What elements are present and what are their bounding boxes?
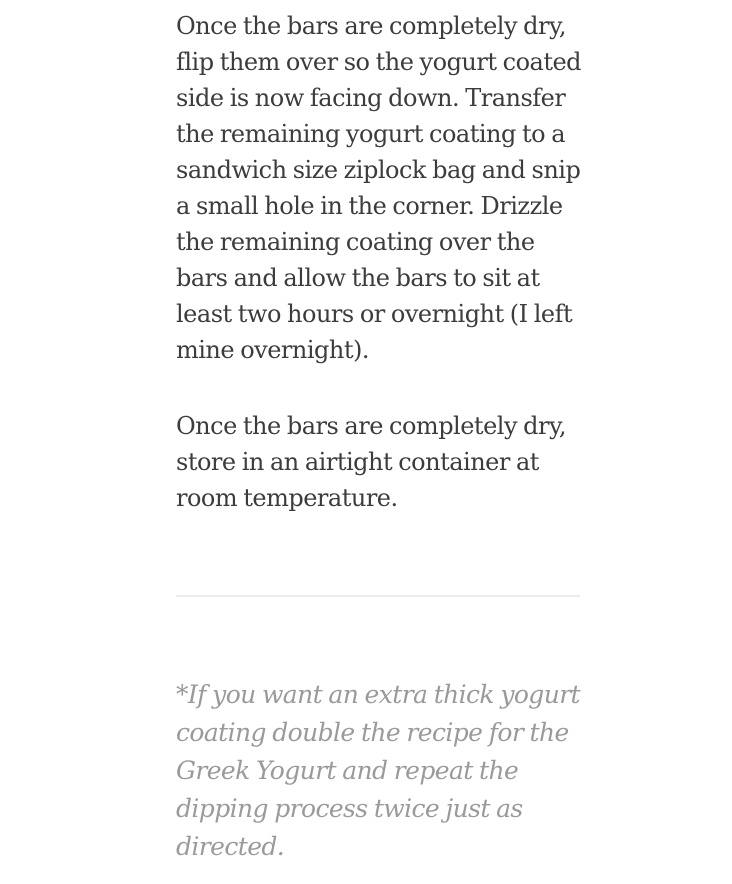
instruction-paragraph-flip-and-drizzle: Once the bars are completely dry, flip them over so the yogurt coated side is now facing down. Transfer the remaining yogurt coating to a sandwich size ziplock bag and snip a small hole in the corner. Drizzle the remaining coating over the bars and allow the bars to sit at least two hours or overnight (I left mine overnight). — [176, 12, 582, 364]
section-divider — [176, 595, 580, 597]
instruction-paragraph-storage: Once the bars are completely dry, store in an airtight container at room temperature. — [176, 412, 566, 512]
recipe-note: *If you want an extra thick yogurt coating double the recipe for the Greek Yogurt and repeat the dipping process twice just as directed. — [176, 680, 581, 861]
recipe-instructions — [176, 8, 586, 516]
